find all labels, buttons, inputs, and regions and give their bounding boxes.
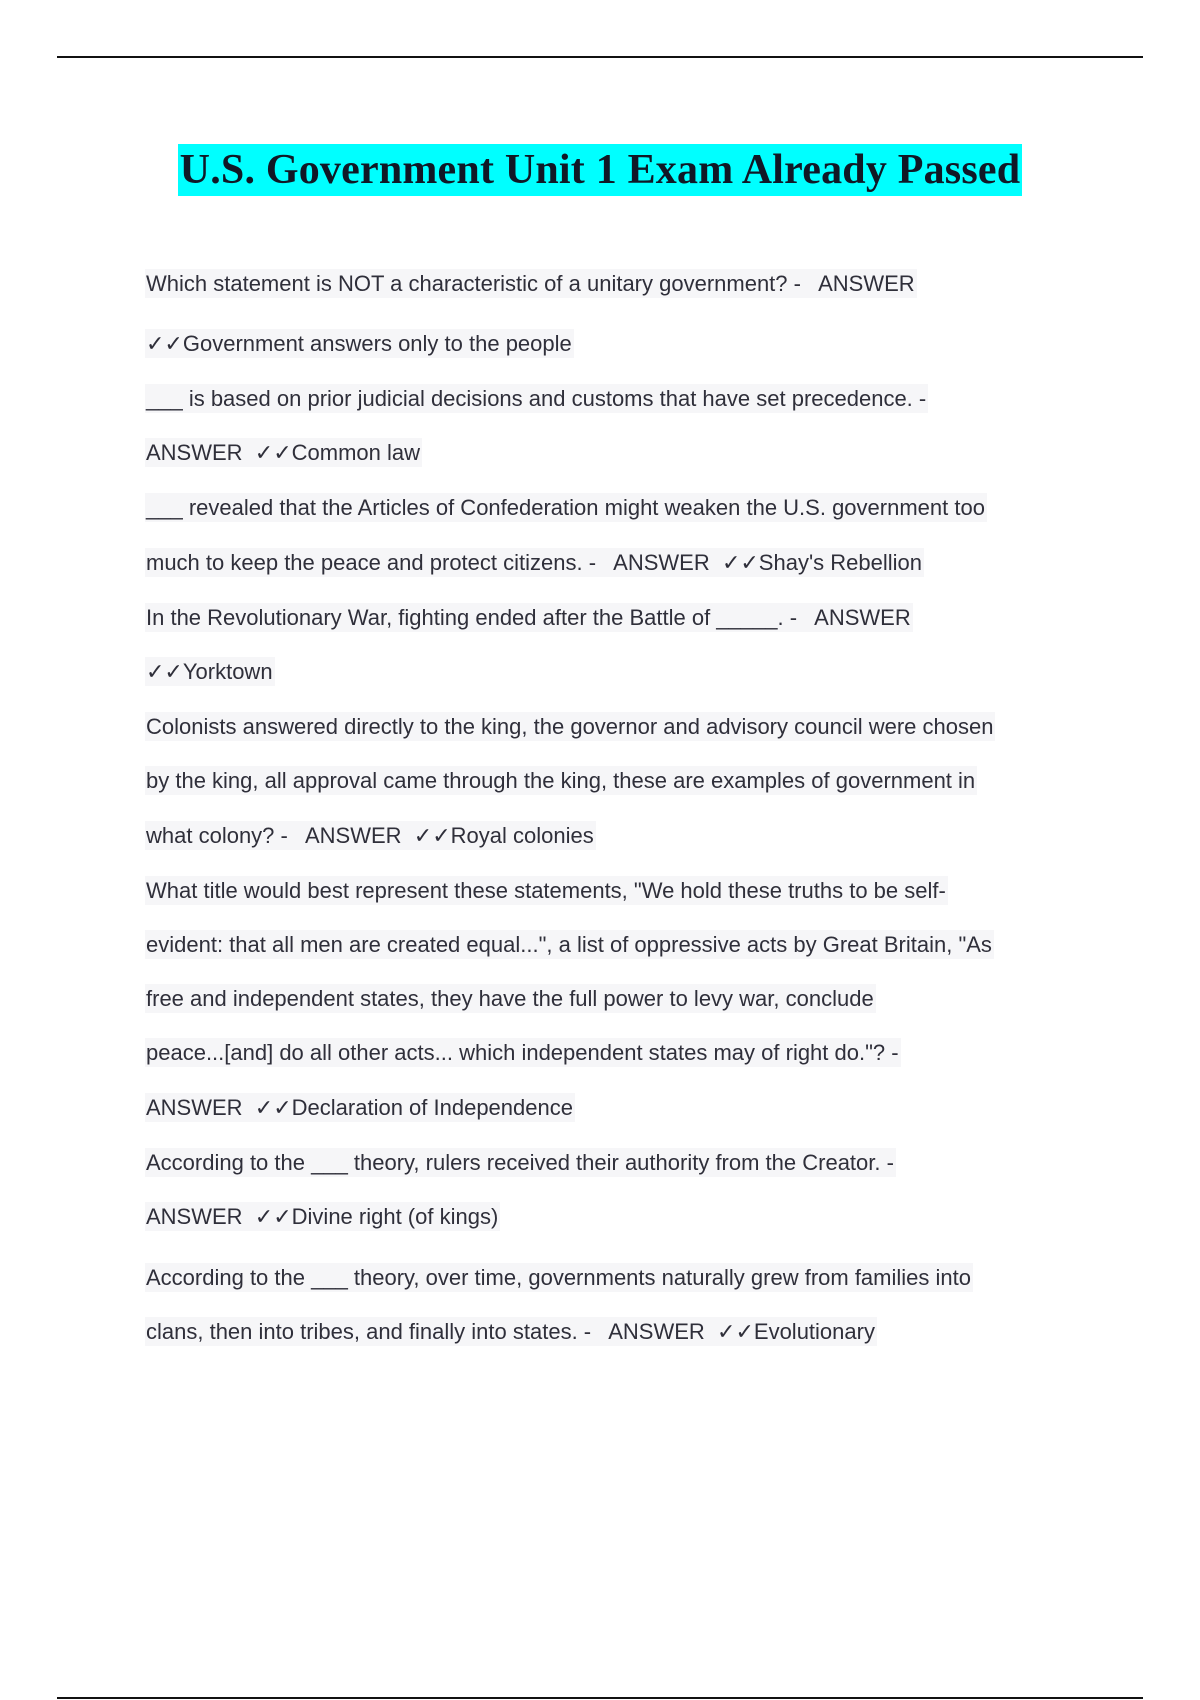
line-text: ___ revealed that the Articles of Confederation might weaken the U.S. government too [146, 495, 985, 520]
question-line [145, 875, 1085, 906]
line-text: clans, then into tribes, and finally into states. - ANSWER ✓✓Evolutionary [146, 1319, 875, 1344]
line-text: ANSWER ✓✓Common law [146, 440, 421, 465]
bottom-rule [57, 1697, 1143, 1699]
answer-line [145, 820, 1085, 851]
line-text: what colony? - ANSWER ✓✓Royal colonies [146, 823, 594, 848]
answer-line [145, 1201, 1085, 1232]
question-line [145, 268, 1085, 299]
line-text: In the Revolutionary War, fighting ended after the Battle of _____. - ANSWER [146, 605, 911, 630]
answer-line [145, 547, 1085, 578]
line-text: According to the ___ theory, rulers received their authority from the Creator. - [146, 1150, 894, 1175]
line-text: much to keep the peace and protect citizens. - ANSWER ✓✓Shay's Rebellion [146, 550, 922, 575]
line-text: According to the ___ theory, over time, governments naturally grew from families into [146, 1265, 971, 1290]
question-line [145, 1262, 1085, 1293]
question-line [145, 1037, 1085, 1068]
answer-line [145, 656, 1085, 687]
line-text: ANSWER ✓✓Divine right (of kings) [146, 1204, 499, 1229]
question-line [145, 602, 1085, 633]
question-line [145, 1147, 1085, 1178]
line-text: ✓✓Yorktown [146, 659, 273, 684]
answer-line [145, 328, 1085, 359]
question-line [145, 929, 1085, 960]
question-line [145, 983, 1085, 1014]
answer-line [145, 1316, 1085, 1347]
document-title: U.S. Government Unit 1 Exam Already Passed [178, 144, 1023, 196]
line-text: Which statement is NOT a characteristic of a unitary government? - ANSWER [146, 271, 915, 296]
answer-line [145, 1092, 1085, 1123]
line-text: ___ is based on prior judicial decisions and customs that have set precedence. - [146, 386, 927, 411]
document-body [145, 268, 1085, 1347]
title-container [0, 144, 1200, 196]
line-text: What title would best represent these statements, "We hold these truths to be self- [146, 878, 946, 903]
line-text: free and independent states, they have the full power to levy war, conclude [146, 986, 874, 1011]
question-line [145, 492, 1085, 523]
line-text: ✓✓Government answers only to the people [146, 331, 572, 356]
question-line [145, 765, 1085, 796]
question-line [145, 711, 1085, 742]
answer-line [145, 437, 1085, 468]
line-text: evident: that all men are created equal...", a list of oppressive acts by Great Britain, "As [146, 932, 992, 957]
top-rule [57, 56, 1143, 58]
line-text: by the king, all approval came through the king, these are examples of government in [146, 768, 976, 793]
line-text: peace...[and] do all other acts... which independent states may of right do."? - [146, 1040, 899, 1065]
question-line [145, 383, 1085, 414]
line-text: Colonists answered directly to the king, the governor and advisory council were chosen [146, 714, 994, 739]
line-text: ANSWER ✓✓Declaration of Independence [146, 1095, 573, 1120]
